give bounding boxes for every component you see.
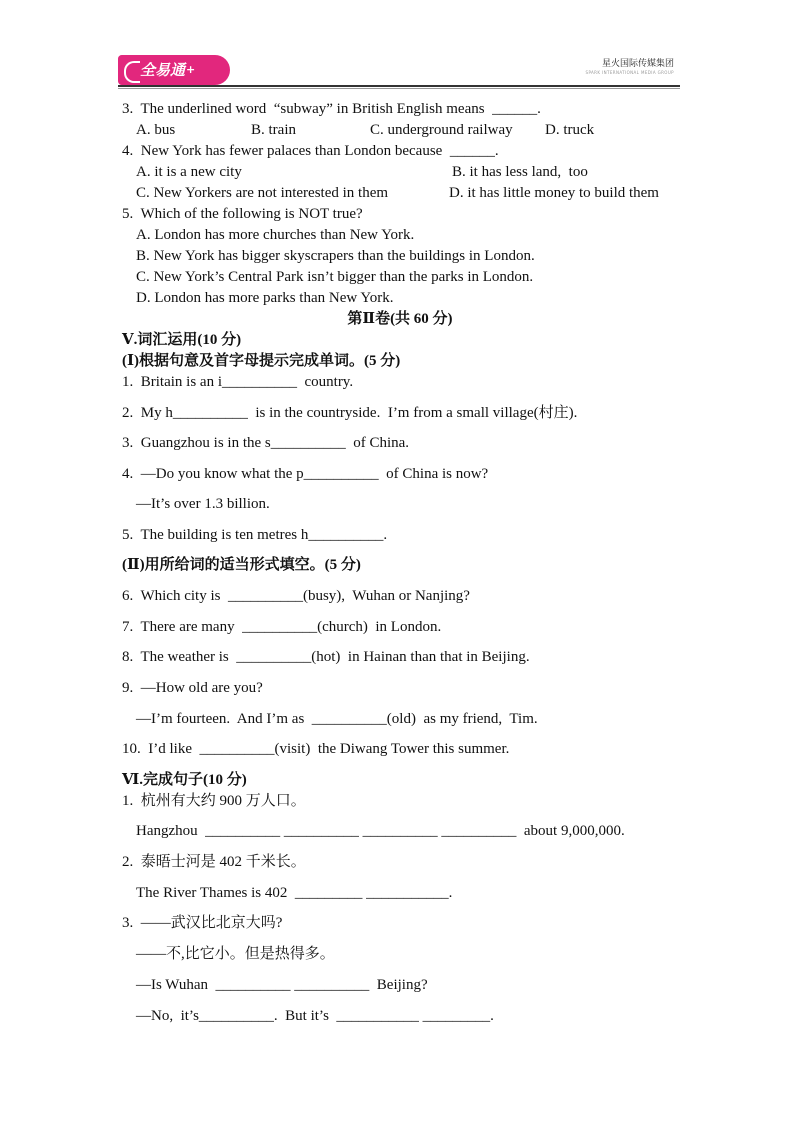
vocab-item-2: 2. My h__________ is in the countryside. I’m from a small village(村庄).	[122, 405, 578, 421]
q4-option-b: B. it has less land, too	[452, 164, 588, 180]
q3-option-a: A. bus	[136, 122, 176, 138]
q5-option-d: D. London has more parks than New York.	[136, 290, 394, 306]
q3-option-c: C. underground railway	[370, 122, 513, 138]
q5-option-a: A. London has more churches than New York.	[136, 227, 415, 243]
form-item-6: 6. Which city is __________(busy), Wuhan or Nanjing?	[122, 588, 470, 604]
vocab-item-4: 4. —Do you know what the p__________ of China is now?	[122, 466, 489, 482]
sentence-3-prompt-a: ——不,比它小。但是热得多。	[136, 946, 335, 962]
q4-option-c: C. New Yorkers are not interested in them	[136, 185, 389, 201]
q5-option-c: C. New York’s Central Park isn’t bigger than the parks in London.	[136, 269, 534, 285]
question-3: 3. The underlined word “subway” in British English means ______.	[122, 101, 541, 117]
form-item-9-answer: —I’m fourteen. And I’m as __________(old) as my friend, Tim.	[136, 711, 538, 727]
form-item-9: 9. —How old are you?	[122, 680, 263, 696]
part-2-title: 第Ⅱ卷(共 60 分)	[347, 311, 453, 327]
vocab-item-3: 3. Guangzhou is in the s__________ of China.	[122, 435, 410, 451]
vocab-item-5: 5. The building is ten metres h__________.	[122, 527, 388, 543]
q3-option-d: D. truck	[545, 122, 595, 138]
section-5-part-2-title: (Ⅱ)用所给词的适当形式填空。(5 分)	[122, 557, 361, 573]
publisher-name-cn: 星火国际传媒集团	[601, 59, 674, 69]
vocab-item-4-answer: —It’s over 1.3 billion.	[136, 496, 270, 512]
sentence-2-prompt: 2. 泰晤士河是 402 千米长。	[122, 854, 306, 870]
section-5-title: Ⅴ.词汇运用(10 分)	[122, 332, 242, 348]
section-5-part-1-title: (Ⅰ)根据句意及首字母提示完成单词。(5 分)	[122, 353, 401, 369]
section-6-title: Ⅵ.完成句子(10 分)	[122, 772, 247, 788]
form-item-10: 10. I’d like __________(visit) the Diwang Tower this summer.	[122, 741, 510, 757]
form-item-7: 7. There are many __________(church) in London.	[122, 619, 442, 635]
q5-option-b: B. New York has bigger skyscrapers than the buildings in London.	[136, 248, 535, 264]
sentence-2-answer: The River Thames is 402 _________ ___________.	[136, 885, 453, 901]
form-item-8: 8. The weather is __________(hot) in Hainan than that in Beijing.	[122, 649, 530, 665]
q4-option-d: D. it has little money to build them	[449, 185, 659, 201]
q3-option-b: B. train	[251, 122, 296, 138]
sentence-3-answer-q: —Is Wuhan __________ __________ Beijing?	[136, 977, 428, 993]
logo-text: 全易通	[140, 61, 186, 79]
publisher-name-en: SPARK INTERNATIONAL MEDIA GROUP	[585, 70, 674, 75]
logo-plus: +	[186, 63, 196, 76]
sentence-1-prompt: 1. 杭州有大约 900 万人口。	[122, 793, 306, 809]
question-4: 4. New York has fewer palaces than London because ______.	[122, 143, 499, 159]
vocab-item-1: 1. Britain is an i__________ country.	[122, 374, 354, 390]
sentence-3-prompt-q: 3. ——武汉比北京大吗?	[122, 915, 283, 931]
question-5: 5. Which of the following is NOT true?	[122, 206, 363, 222]
q4-option-a: A. it is a new city	[136, 164, 242, 180]
sentence-3-answer-a: —No, it’s__________. But it’s ___________ _________.	[136, 1008, 494, 1024]
sentence-1-answer: Hangzhou __________ __________ __________ __________ about 9,000,000.	[136, 823, 625, 839]
